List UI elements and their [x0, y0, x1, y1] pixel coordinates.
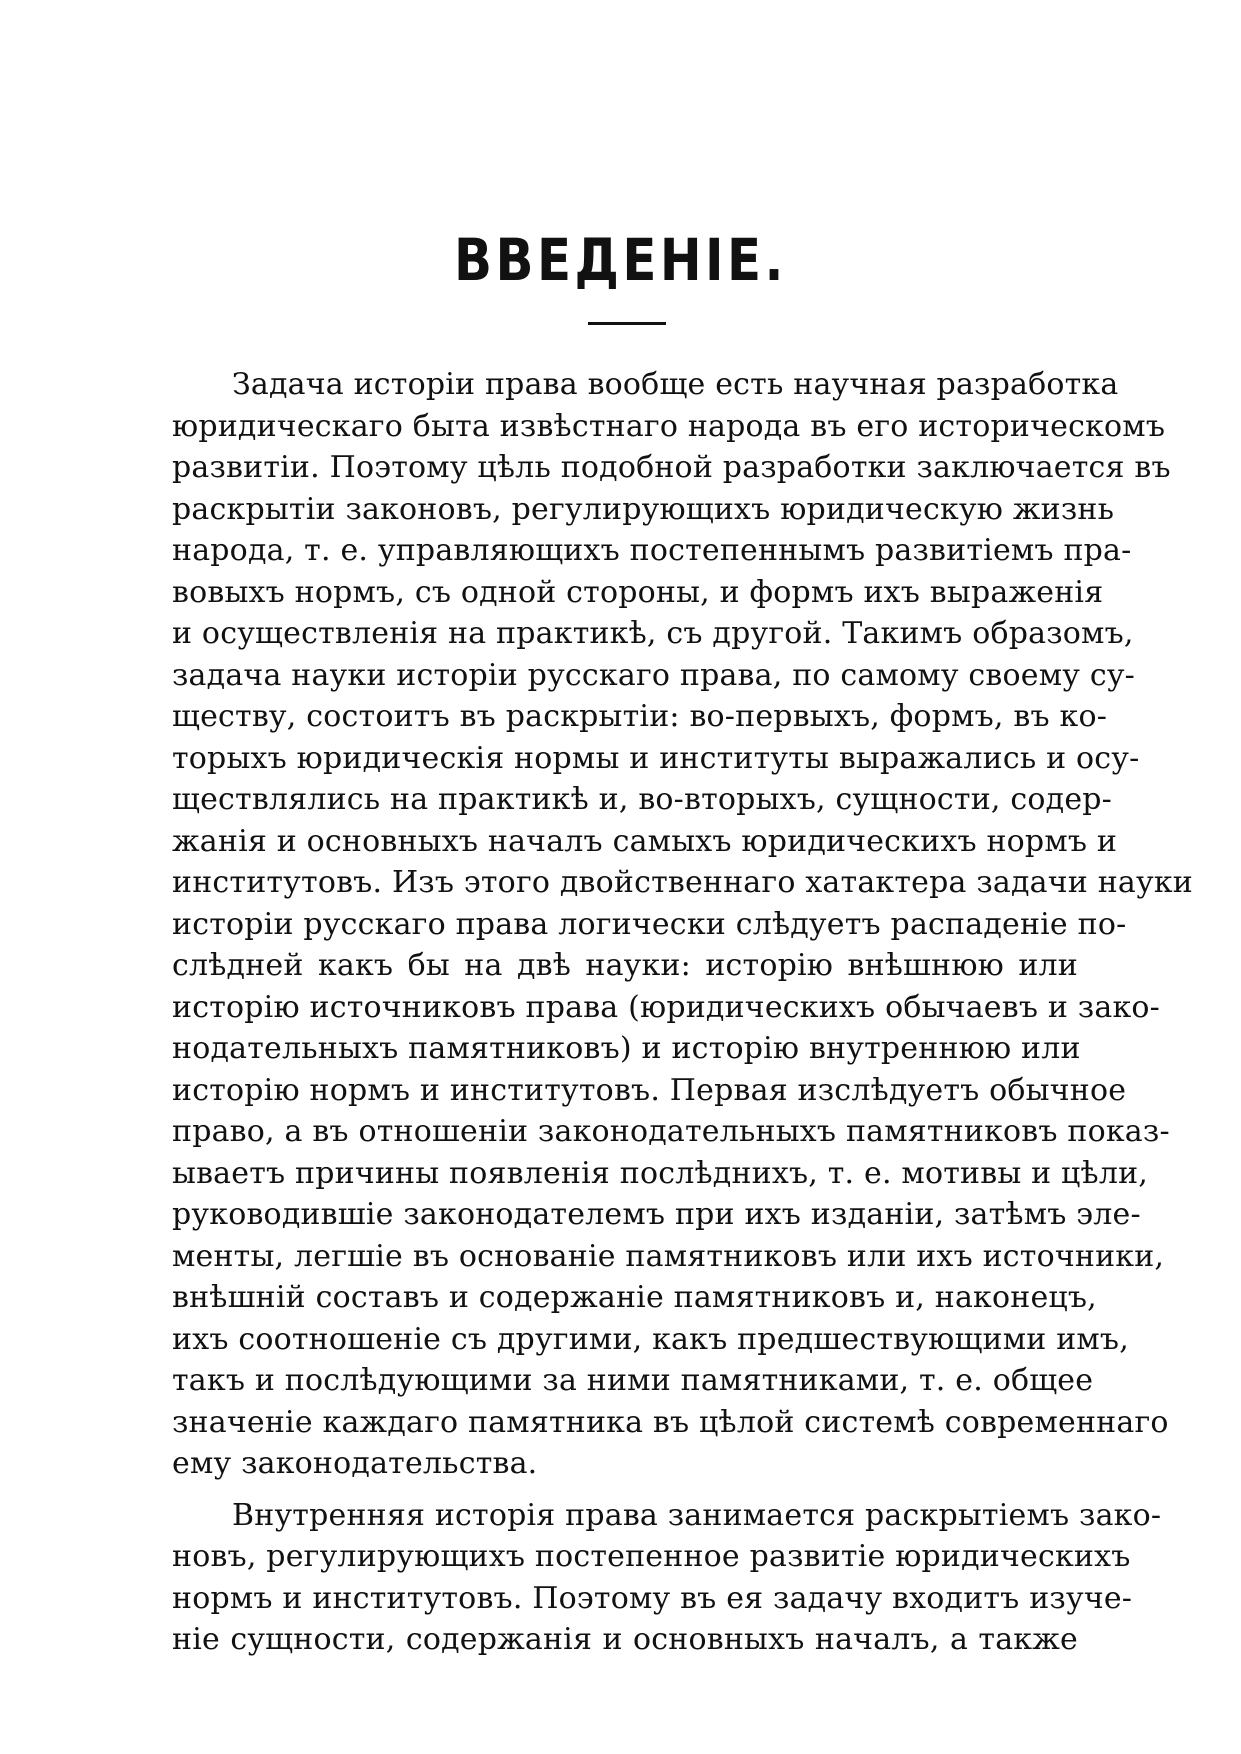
text-line: ніе сущности, содержанія и основныхъ началъ, а также [172, 1622, 1078, 1657]
text-line: ываетъ причины появленія послѣднихъ, т. е. мотивы и цѣли, [172, 1155, 1149, 1191]
text-line: значеніе каждаго памятника въ цѣлой системѣ современнаго [172, 1404, 1169, 1440]
text-line: нодательныхъ памятниковъ) и исторію внутреннюю или [172, 1031, 1081, 1066]
text-line: такъ и послѣдующими за ними памятниками, т. е. общее [172, 1363, 1094, 1398]
text-line: задача науки исторіи русскаго права, по самому своему су- [172, 657, 1136, 693]
text-line: руководившіе законодателемъ при ихъ изданіи, затѣмъ эле- [172, 1197, 1141, 1232]
text-line: народа, т. е. управляющихъ постепеннымъ развитіемъ пра- [172, 533, 1132, 568]
text-line: юридическаго быта извѣстнаго народа въ его историческомъ [172, 408, 1166, 444]
text-line: ществлялись на практикѣ и, во-вторыхъ, сущности, содер- [172, 782, 1113, 817]
paragraph-1 [172, 364, 1193, 1485]
text-line: исторіи русскаго права логически слѣдуетъ распаденіе по- [172, 906, 1127, 942]
text-line: внѣшній составъ и содержаніе памятниковъ и, наконецъ, [172, 1280, 1097, 1315]
text-line: слѣдней какъ бы на двѣ науки: исторію внѣшнюю или [172, 948, 1078, 983]
text-line: менты, легшіе въ основаніе памятниковъ или ихъ источники, [172, 1238, 1165, 1274]
text-line: право, а въ отношеніи законодательныхъ памятниковъ показ- [172, 1114, 1170, 1149]
paragraph-gap [172, 1485, 1078, 1495]
text-line: торыхъ юридическія нормы и институты выражались и осу- [172, 740, 1140, 776]
text-line: жанія и основныхъ началъ самыхъ юридическихъ нормъ и [172, 823, 1118, 859]
text-line: исторію нормъ и институтовъ. Первая изслѣдуетъ обычное [172, 1072, 1127, 1108]
paragraph-2 [172, 1495, 1162, 1661]
text-line: вовыхъ нормъ, съ одной стороны, и формъ ихъ выраженія [172, 574, 1104, 610]
text-line: и осуществленія на практикѣ, съ другой. Такимъ образомъ, [172, 616, 1134, 651]
text-line: Задача исторіи права вообще есть научная разработка [232, 367, 1119, 402]
text-line: новъ, регулирующихъ постепенное развитіе юридическихъ [172, 1539, 1131, 1574]
text-line: нормъ и институтовъ. Поэтому въ ея задачу входитъ изуче- [172, 1580, 1133, 1616]
text-line: ществу, состоитъ въ раскрытіи: во-первыхъ, формъ, въ ко- [172, 699, 1108, 734]
text-line: институтовъ. Изъ этого двойственнаго хатактера задачи науки [172, 865, 1193, 900]
text-line: исторію источниковъ права (юридическихъ обычаевъ и зако- [172, 989, 1160, 1025]
page-title: ВВЕДЕНІЕ. [454, 226, 787, 294]
body-text [172, 364, 1193, 1661]
text-line: раскрытіи законовъ, регулирующихъ юридическую жизнь [172, 491, 1115, 527]
text-line: Внутренняя исторія права занимается раскрытіемъ зако- [232, 1497, 1162, 1533]
text-line: ему законодательства. [172, 1446, 538, 1481]
text-line: ихъ соотношеніе съ другими, какъ предшествующими имъ, [172, 1321, 1129, 1357]
text-line: развитіи. Поэтому цѣль подобной разработки заключается въ [172, 450, 1171, 485]
title-divider [588, 322, 666, 325]
